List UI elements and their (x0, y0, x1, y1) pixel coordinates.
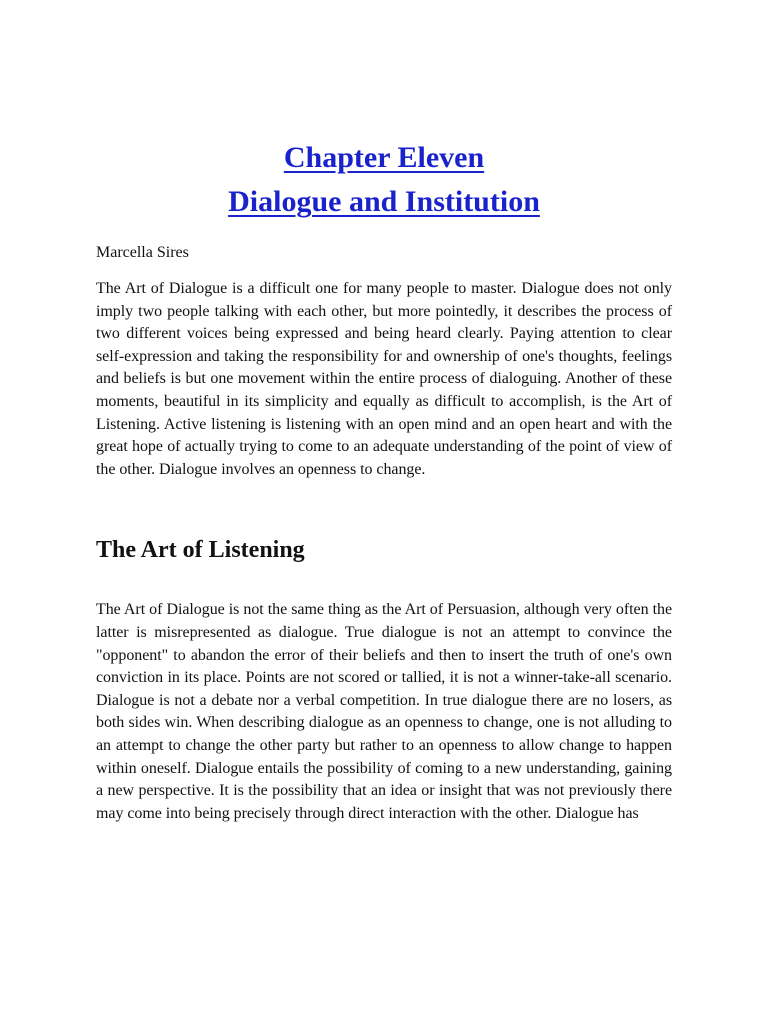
author-name: Marcella Sires (96, 244, 189, 261)
section-paragraph: The Art of Dialogue is not the same thing as the Art of Persuasion, although very often the latter is misrepresented as dialogue. True dialogue is not an attempt to convince the "opponent" to abandon the error of their beliefs and then to insert the truth of one's own conviction in its place. Points are not scored or tallied, it is not a winner-take-all scenario. Dialogue is not a debate nor a verbal competition. In true dialogue there are no losers, as both sides win. When describing dialogue as an openness to change, one is not alluding to an attempt to change the other party but rather to an openness to allow change to happen within oneself. Dialogue entails the possibility of coming to a new understanding, gaining a new perspective. It is the possibility that an idea or insight that was not previously there may come into being precisely through direct interaction with the other. Dialogue has (96, 601, 672, 822)
chapter-title-link[interactable]: Dialogue and Institution (228, 185, 540, 218)
chapter-title (96, 136, 672, 224)
chapter-number-link[interactable]: Chapter Eleven (283, 141, 485, 174)
intro-paragraph: The Art of Dialogue is a difficult one for many people to master. Dialogue does not only imply two people talking with each other, but more pointedly, it describes the process of two different voices being expressed and being heard clearly. Paying attention to clear self-expression and taking the responsibility for and ownership of one's thoughts, feelings and beliefs is but one movement within the entire process of dialoguing. Another of these moments, beautiful in its simplicity and equally as difficult to accomplish, is the Art of Listening. Active listening is listening with an open mind and an open heart and with the great hope of actually trying to come to an adequate understanding of the point of view of the other. Dialogue involves an openness to change. (96, 280, 672, 478)
section-heading: The Art of Listening (96, 537, 305, 564)
document-page (96, 0, 672, 825)
